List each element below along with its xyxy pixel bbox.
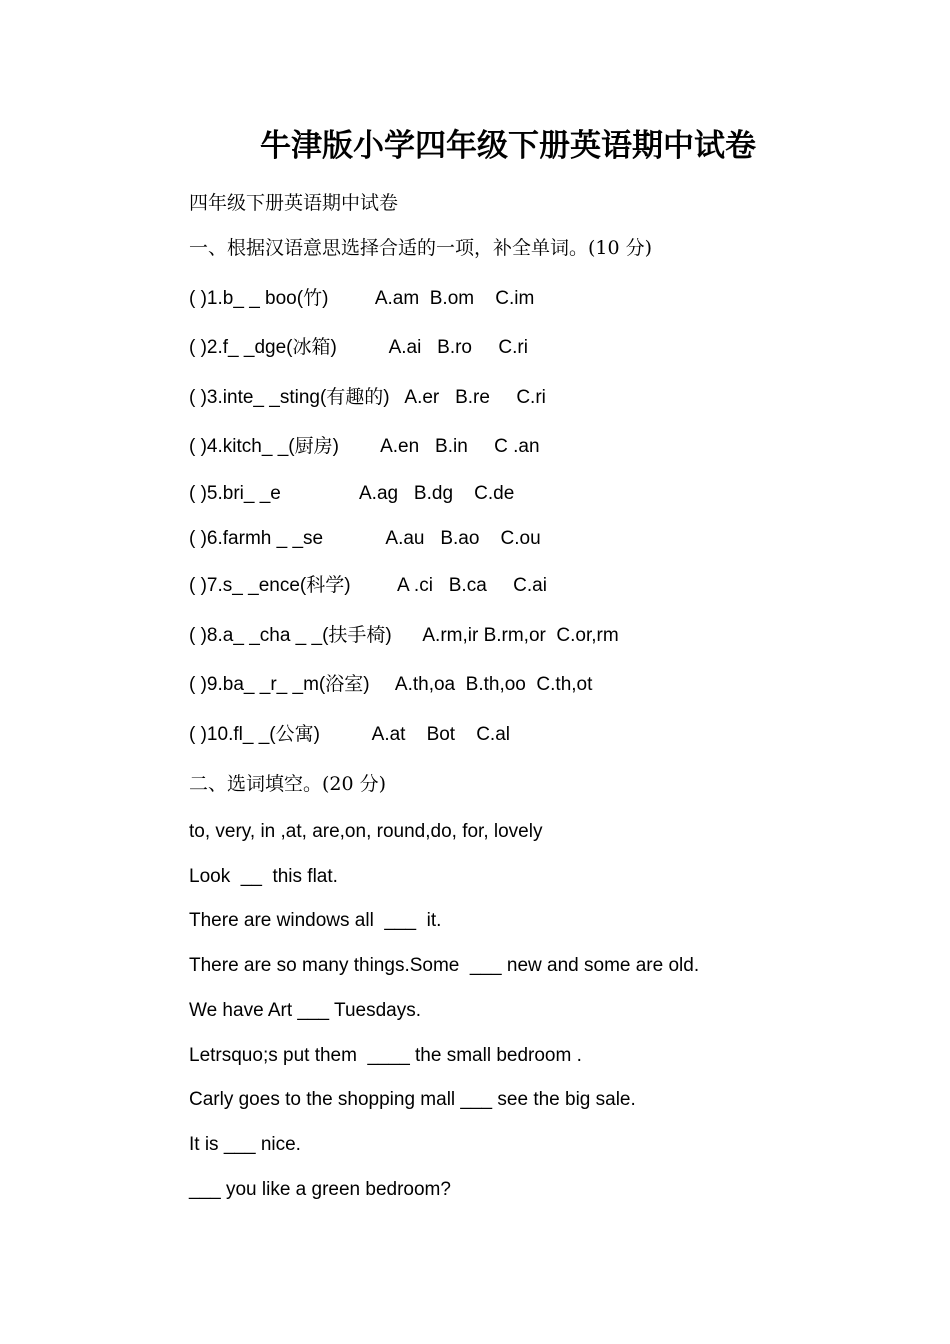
question-9: ( )9.ba_ _r_ _m(浴室) A.th,oa B.th,oo C.th,ot (189, 674, 593, 695)
sentence-4: We have Art ___ Tuesdays. (189, 1000, 422, 1021)
question-7: ( )7.s_ _ence(科学) A .ci B.ca C.ai (189, 575, 547, 596)
section1-heading: 一、根据汉语意思选择合适的一项，补全单词。(10 分) (189, 237, 653, 259)
word-bank: to, very, in ,at, are,on, round,do, for, lovely (189, 821, 543, 842)
question-8: ( )8.a_ _cha _ _(扶手椅) A.rm,ir B.rm,or C.or,rm (189, 625, 619, 646)
question-4: ( )4.kitch_ _(厨房) A.en B.in C .an (189, 436, 540, 457)
section2-heading: 二、选词填空。(20 分) (189, 773, 387, 795)
question-2: ( )2.f_ _dge(冰箱) A.ai B.ro C.ri (189, 337, 528, 358)
sentence-7: It is ___ nice. (189, 1134, 301, 1155)
question-3: ( )3.inte_ _sting(有趣的) A.er B.re C.ri (189, 387, 546, 408)
sentence-8: ___ you like a green bedroom? (189, 1179, 451, 1200)
sentence-6: Carly goes to the shopping mall ___ see the big sale. (189, 1089, 636, 1110)
question-10: ( )10.fl_ _(公寓) A.at Bot C.al (189, 724, 510, 745)
sentence-5: Letrsquo;s put them ____ the small bedroom . (189, 1045, 582, 1066)
question-5: ( )5.bri_ _e A.ag B.dg C.de (189, 483, 515, 504)
sentence-1: Look __ this flat. (189, 866, 338, 887)
question-1: ( )1.b_ _ boo(竹) A.am B.om C.im (189, 288, 535, 309)
sentence-2: There are windows all ___ it. (189, 910, 442, 931)
sentence-3: There are so many things.Some ___ new and some are old. (189, 955, 700, 976)
document-title: 牛津版小学四年级下册英语期中试卷 (260, 128, 756, 164)
subtitle: 四年级下册英语期中试卷 (189, 192, 399, 214)
question-6: ( )6.farmh _ _se A.au B.ao C.ou (189, 528, 541, 549)
